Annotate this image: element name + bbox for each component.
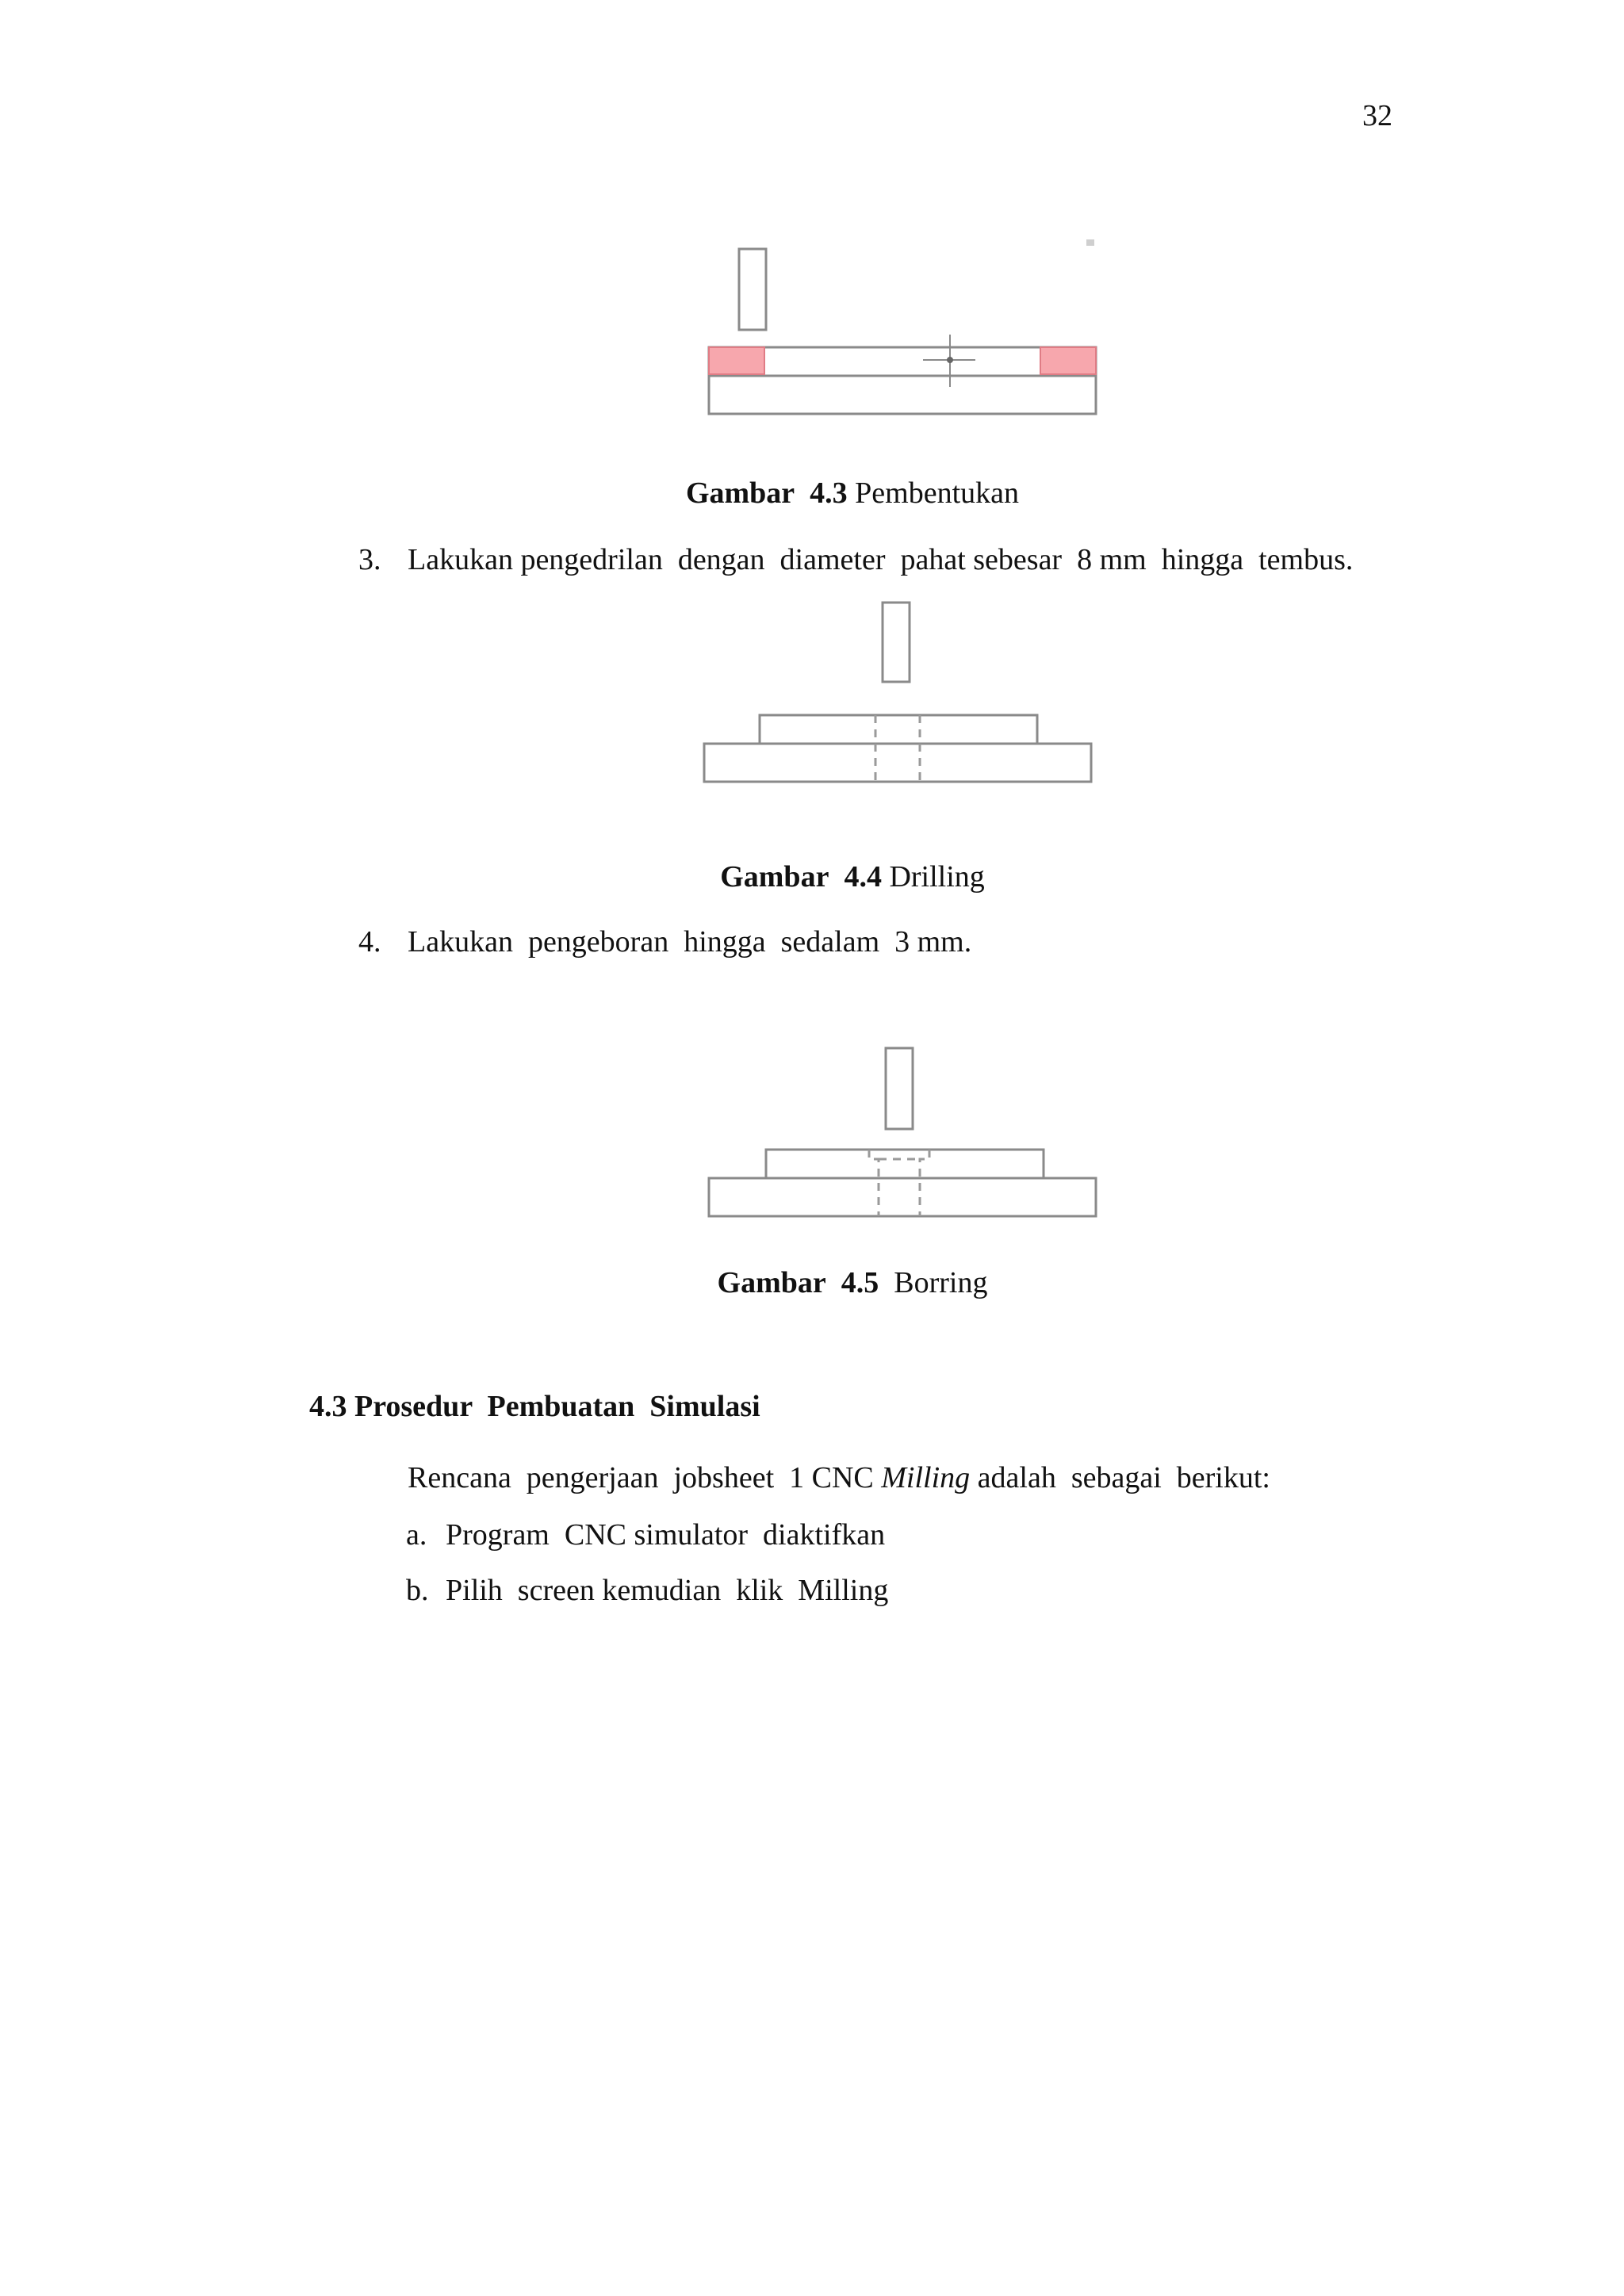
list-item-a-text: Program CNC simulator diaktifkan xyxy=(446,1518,886,1552)
figure-4-3-drawing xyxy=(698,230,1110,420)
section-intro: Rencana pengerjaan jobsheet 1 CNC Milling adalah sebagai berikut: xyxy=(408,1461,1270,1494)
cut-region-right xyxy=(1040,347,1096,374)
list-item-a-letter: a. xyxy=(406,1518,427,1552)
section-heading: 4.3 Prosedur Pembuatan Simulasi xyxy=(309,1390,760,1423)
figure-4-5-drawing xyxy=(698,1039,1110,1237)
step-4-number: 4. xyxy=(358,925,381,959)
figure-caption-4-4: Gambar 4.4 Drilling xyxy=(720,860,985,894)
cut-region-left xyxy=(709,347,764,374)
list-item-b-text: Pilih screen kemudian klik Milling xyxy=(446,1574,889,1607)
italic-term: Milling xyxy=(881,1461,971,1494)
tool xyxy=(739,249,766,330)
list-item-b-letter: b. xyxy=(406,1574,429,1607)
corner-mark xyxy=(1086,239,1094,246)
figure-caption-4-3: Gambar 4.3 Pembentukan xyxy=(685,476,1020,510)
step-3-number: 3. xyxy=(358,543,381,576)
base-plate xyxy=(709,376,1096,414)
upper-block xyxy=(766,1150,1044,1178)
upper-block xyxy=(760,715,1037,744)
crosshair-center xyxy=(947,357,953,363)
base-plate xyxy=(709,1178,1096,1216)
figure-caption-4-5: Gambar 4.5 Borring xyxy=(717,1266,988,1299)
figure-4-4-drawing xyxy=(698,595,1110,785)
tool xyxy=(883,603,910,682)
tool xyxy=(886,1048,913,1129)
page-number: 32 xyxy=(1362,99,1392,132)
step-3-text: Lakukan pengedrilan dengan diameter pahat sebesar 8 mm hingga tembus. xyxy=(408,543,1354,576)
upper-block xyxy=(709,347,1096,376)
step-4-text: Lakukan pengeboran hingga sedalam 3 mm. xyxy=(408,925,972,959)
base-plate xyxy=(704,744,1091,782)
